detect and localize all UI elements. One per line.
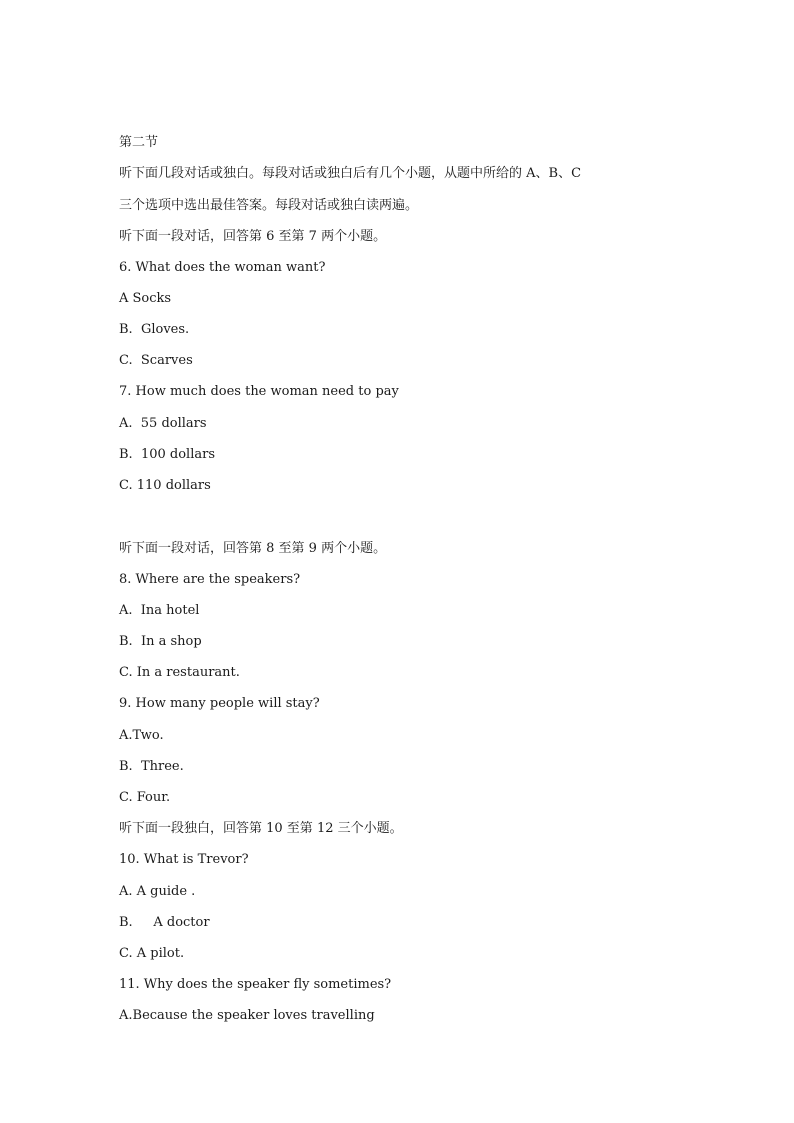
question-prompt: 7. How much does the woman need to pay: [119, 384, 399, 399]
group-intro: 听下面一段对话，回答第 6 至第 7 两个小题。: [119, 229, 387, 244]
question-prompt: 6. What does the woman want?: [119, 260, 326, 275]
question-prompt: 11. Why does the speaker fly sometimes?: [119, 977, 392, 992]
answer-option: B. 100 dollars: [119, 447, 215, 462]
question-prompt: 8. Where are the speakers?: [119, 572, 301, 587]
answer-option: B. Three.: [119, 759, 184, 774]
answer-option: C. Four.: [119, 790, 171, 805]
instruction-line: 三个选项中选出最佳答案。每段对话或独白读两遍。: [119, 198, 419, 213]
answer-option: C. A pilot.: [119, 946, 185, 961]
answer-option: A.Two.: [119, 728, 164, 743]
group-intro: 听下面一段独白，回答第 10 至第 12 三个小题。: [119, 821, 403, 836]
answer-option: C. Scarves: [119, 353, 193, 368]
answer-option: C. 110 dollars: [119, 478, 211, 493]
question-prompt: 9. How many people will stay?: [119, 696, 320, 711]
instruction-line: 听下面几段对话或独白。每段对话或独白后有几个小题，从题中所给的 A、B、C: [119, 166, 582, 181]
answer-option: A. Ina hotel: [119, 603, 200, 618]
section-title: 第二节: [119, 135, 159, 150]
answer-option: A. 55 dollars: [119, 416, 207, 431]
answer-option: B. In a shop: [119, 634, 202, 649]
answer-option: A. A guide .: [119, 884, 196, 899]
answer-option: A.Because the speaker loves travelling: [119, 1008, 375, 1023]
question-prompt: 10. What is Trevor?: [119, 852, 249, 867]
answer-option: B. Gloves.: [119, 322, 190, 337]
answer-option: A Socks: [119, 291, 172, 306]
answer-option: C. In a restaurant.: [119, 665, 240, 680]
answer-option: B. A doctor: [119, 915, 210, 930]
group-intro: 听下面一段对话，回答第 8 至第 9 两个小题。: [119, 541, 387, 556]
